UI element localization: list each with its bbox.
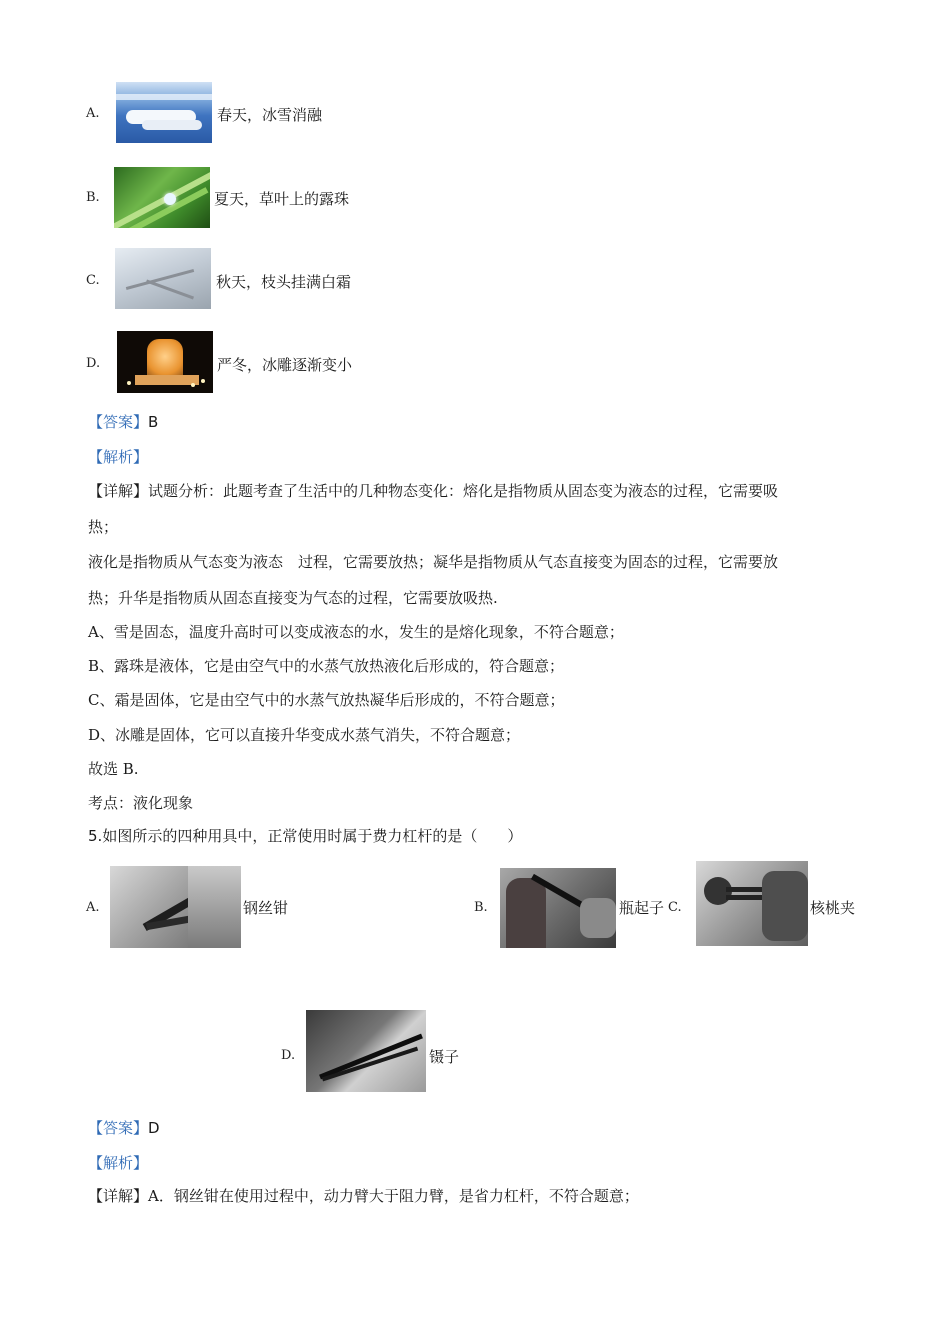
q5-detail-line-1: 【详解】A．钢丝钳在使用过程中，动力臂大于阻力臂，是省力杠杆，不符合题意； — [88, 1187, 639, 1205]
q4-detail-line-4: 热；升华是指物质从固态直接变为气态的过程，它需要放吸热. — [88, 589, 498, 607]
q4-analysis-tag: 【解析】 — [88, 448, 149, 466]
option-text: 春天，冰雪消融 — [217, 106, 323, 124]
q5-answer — [88, 1118, 160, 1138]
option-text: 严冬，冰雕逐渐变小 — [217, 356, 353, 374]
option-text: 瓶起子 — [619, 899, 665, 917]
answer-value: B — [148, 413, 159, 431]
question-number: 5. — [88, 827, 103, 845]
q4-detail-line-8: D、冰雕是固体，它可以直接升华变成水蒸气消失，不符合题意； — [88, 726, 521, 744]
question-text: 如图所示的四种用具中，正常使用时属于费力杠杆的是（ ） — [102, 827, 523, 845]
q4-detail-line-2: 热； — [88, 518, 119, 536]
option-letter: A. — [86, 106, 100, 121]
option-text: 钢丝钳 — [243, 899, 289, 917]
frost-on-branch-photo — [115, 248, 211, 309]
ice-sculpture-photo — [117, 331, 213, 393]
q4-detail-line-10: 考点：液化现象 — [88, 794, 194, 812]
q4-answer — [88, 412, 158, 432]
q4-detail-line-1: 【详解】试题分析：此题考查了生活中的几种物态变化：熔化是指物质从固态变为液态的过程，它需要吸 — [88, 482, 779, 500]
option-letter: B. — [474, 900, 488, 915]
melting-ice-photo — [116, 82, 212, 143]
option-text: 镊子 — [429, 1048, 460, 1066]
option-letter: D. — [86, 356, 101, 371]
detail-tag: 【详解】 — [88, 1187, 149, 1205]
nutcracker-photo — [696, 861, 808, 946]
q4-detail-line-9: 故选 B. — [88, 760, 139, 778]
q5-question — [88, 826, 522, 846]
option-letter: A. — [86, 900, 100, 915]
q4-detail-line-3: 液化是指物质从气态变为液态 过程，它需要放热；凝华是指物质从气态直接变为固态的过程，它需要放 — [88, 553, 779, 571]
tweezers-photo — [306, 1010, 426, 1092]
bottle-opener-photo — [500, 868, 616, 948]
answer-value: D — [148, 1119, 160, 1137]
option-letter: D. — [281, 1048, 296, 1063]
q4-detail-line-7: C、霜是固体，它是由空气中的水蒸气放热凝华后形成的，不符合题意； — [88, 691, 565, 709]
detail-tag: 【详解】 — [88, 482, 149, 500]
answer-tag: 【答案】 — [88, 1119, 149, 1137]
option-text: 核桃夹 — [810, 899, 856, 917]
option-text: 夏天，草叶上的露珠 — [214, 190, 350, 208]
option-letter: C. — [668, 900, 682, 915]
option-letter: B. — [86, 190, 100, 205]
q4-detail-line-6: B、露珠是液体，它是由空气中的水蒸气放热液化后形成的，符合题意； — [88, 657, 565, 675]
wire-pliers-photo — [110, 866, 241, 948]
q4-detail-line-5: A、雪是固态，温度升高时可以变成液态的水，发生的是熔化现象，不符合题意； — [88, 623, 624, 641]
dew-on-grass-photo — [114, 167, 210, 228]
option-text: 秋天，枝头挂满白霜 — [216, 273, 352, 291]
option-letter: C. — [86, 273, 100, 288]
q5-analysis-tag: 【解析】 — [88, 1154, 149, 1172]
answer-tag: 【答案】 — [88, 413, 149, 431]
